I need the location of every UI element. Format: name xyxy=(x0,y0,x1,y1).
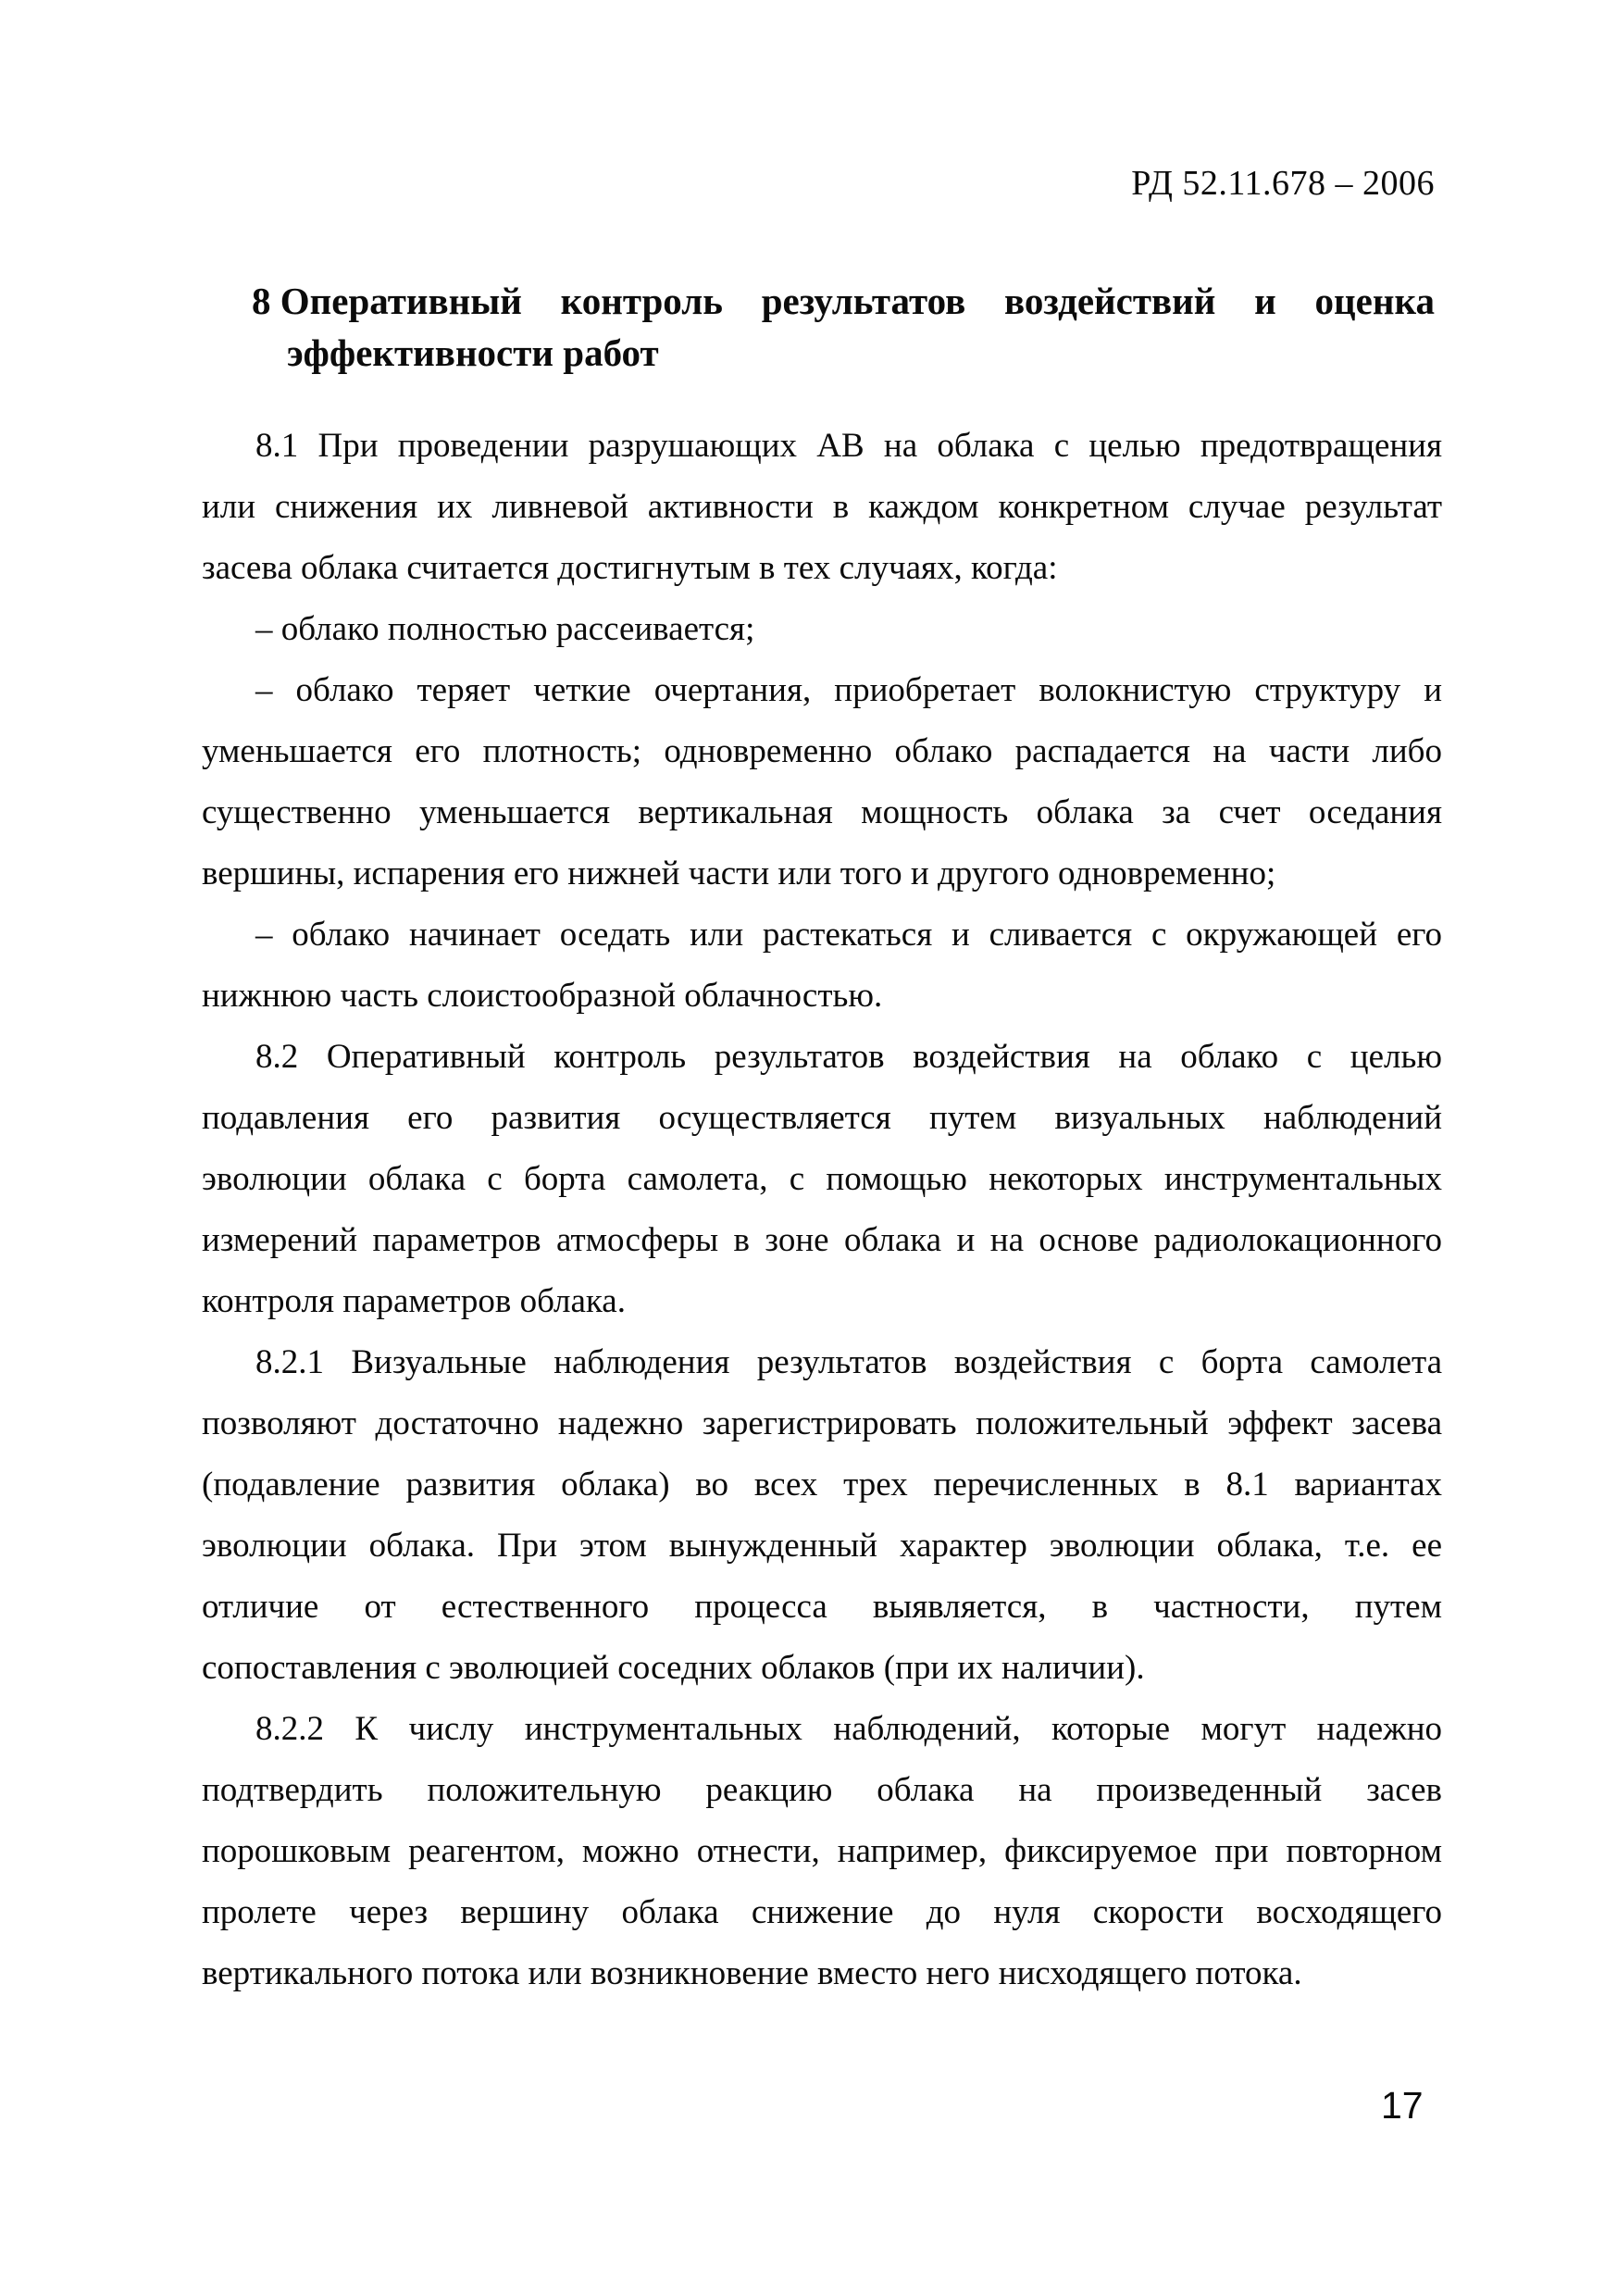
text-line: нижнюю часть слоистообразной облачностью. xyxy=(202,977,883,1015)
text-line: 8.1 При проведении разрушающих АВ на облака с целью предотвращения xyxy=(255,427,1442,465)
text-line: – облако теряет четкие очертания, приобретает волокнистую структуру и xyxy=(255,671,1442,709)
text-line: 8.2.1 Визуальные наблюдения результатов воздействия с борта самолета xyxy=(255,1343,1442,1381)
text-line: существенно уменьшается вертикальная мощность облака за счет оседания xyxy=(202,793,1442,831)
text-line: или снижения их ливневой активности в каждом конкретном случае результат xyxy=(202,488,1442,526)
text-line: отличие от естественного процесса выявляется, в частности, путем xyxy=(202,1588,1442,1626)
text-line: пролете через вершину облака снижение до нуля скорости восходящего xyxy=(202,1893,1442,1931)
text-line: позволяют достаточно надежно зарегистрировать положительный эффект засева xyxy=(202,1404,1442,1442)
text-line: – облако полностью рассеивается; xyxy=(255,610,755,648)
heading-word: и xyxy=(1254,280,1276,322)
text-line: измерений параметров атмосферы в зоне облака и на основе радиолокационного xyxy=(202,1221,1442,1259)
heading-word: результатов xyxy=(761,280,966,322)
text-line: подавления его развития осуществляется путем визуальных наблюдений xyxy=(202,1099,1442,1137)
heading-word: 8 Оперативный xyxy=(252,280,522,322)
text-line: уменьшается его плотность; одновременно облако распадается на части либо xyxy=(202,732,1442,770)
section-heading-line1 xyxy=(252,275,1435,327)
text-line: вертикального потока или возникновение вместо него нисходящего потока. xyxy=(202,1954,1302,1992)
text-line: засева облака считается достигнутым в тех случаях, когда: xyxy=(202,549,1058,587)
page-number: 17 xyxy=(1381,2084,1424,2127)
text-line: (подавление развития облака) во всех трех перечисленных в 8.1 вариантах xyxy=(202,1466,1442,1504)
text-line: – облако начинает оседать или растекаться и сливается с окружающей его xyxy=(255,916,1442,954)
text-line: вершины, испарения его нижней части или того и другого одновременно; xyxy=(202,855,1276,892)
heading-word: воздействий xyxy=(1003,280,1216,322)
section-heading xyxy=(252,275,1435,379)
text-line: сопоставления с эволюцией соседних облаков (при их наличии). xyxy=(202,1649,1145,1687)
text-line: 8.2.2 К числу инструментальных наблюдений, которые могут надежно xyxy=(255,1710,1442,1748)
text-line: эволюции облака. При этом вынужденный характер эволюции облака, т.е. ее xyxy=(202,1527,1442,1565)
text-line: контроля параметров облака. xyxy=(202,1282,626,1320)
heading-word: контроль xyxy=(560,280,723,322)
doc-reference: РД 52.11.678 – 2006 xyxy=(1131,164,1435,203)
text-line: 8.2 Оперативный контроль результатов воздействия на облако с целью xyxy=(255,1038,1442,1076)
text-line: подтвердить положительную реакцию облака на произведенный засев xyxy=(202,1771,1442,1809)
text-line: порошковым реагентом, можно отнести, например, фиксируемое при повторном xyxy=(202,1832,1442,1870)
text-line: эволюции облака с борта самолета, с помощью некоторых инструментальных xyxy=(202,1160,1442,1198)
document-body xyxy=(202,416,1442,2004)
heading-word: оценка xyxy=(1314,280,1435,322)
section-heading-line2: эффективности работ xyxy=(287,331,659,374)
